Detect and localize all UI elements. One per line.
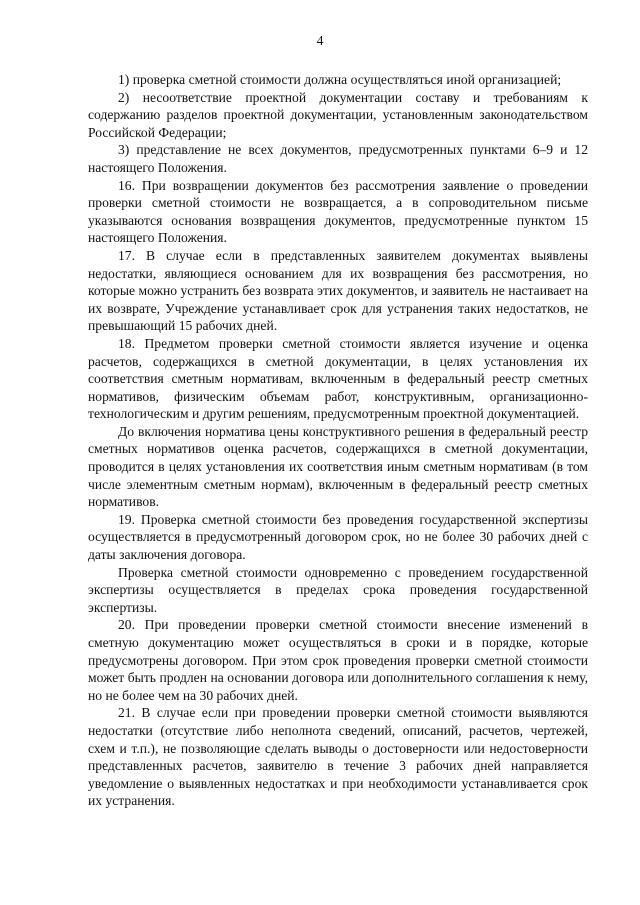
paragraph-item-1: 1) проверка сметной стоимости должна осуществляться иной организацией; (118, 72, 562, 87)
paragraph-18-continued: До включения норматива цены конструктивного решения в федеральный реестр сметных нормативов оценка расчетов, содержащихся в сметной документации, проводится в целях установления их соответствия иным сметным нормативам (в том числе элементным сметным нормам), включенным в федеральный реестр сметных нормативов. (88, 423, 588, 510)
page-number: 4 (316, 33, 324, 48)
paragraph-item-2: 2) несоответствие проектной документации составу и требованиям к содержанию разделов проектной документации, установленным законодательством Российской Федерации; (88, 89, 588, 140)
paragraph-19: 19. Проверка сметной стоимости без проведения государственной экспертизы осуществляется в предусмотренный договором срок, но не более 30 рабочих дней с даты заключения договора. (88, 511, 588, 563)
document-body (88, 71, 588, 810)
paragraph-19-continued: Проверка сметной стоимости одновременно с проведением государственной экспертизы осуществляется в пределах срока проведения государственной экспертизы. (88, 564, 588, 615)
paragraph-21: 21. В случае если при проведении проверки сметной стоимости выявляются недостатки (отсутствие либо неполнота сведений, описаний, расчетов, чертежей, схем и т.п.), не позволяющие сделать выводы о достоверности или недостоверности представленных расчетов, заявителю в течение 3 рабочих дней направляется уведомление о выявленных недостатках и при необходимости устанавливается срок их устранения. (88, 705, 588, 809)
paragraph-18: 18. Предметом проверки сметной стоимости является изучение и оценка расчетов, содержащихся в сметной документации, в целях установления их соответствия сметным нормативам, включенным в федеральный реестр сметных нормативов, физическим объемам работ, конструктивным, организационно-технологическим и другим решениям, предусмотренным проектной документацией. (88, 335, 588, 422)
paragraph-16: 16. При возвращении документов без рассмотрения заявление о проведении проверки сметной стоимости не возвращается, а в сопроводительном письме указываются основания возвращения документов, предусмотренные пунктом 15 настоящего Положения. (88, 177, 588, 246)
paragraph-17: 17. В случае если в представленных заявителем документах выявлены недостатки, являющиеся основанием для их возвращения без рассмотрения, но которые можно устранить без возврата этих документов, и заявитель не настаивает на их возврате, Учреждение устанавливает срок для устранения таких недостатков, не превышающий 15 рабочих дней. (88, 247, 588, 334)
paragraph-item-3: 3) представление не всех документов, предусмотренных пунктами 6–9 и 12 настоящего Положения. (88, 142, 588, 175)
paragraph-20: 20. При проведении проверки сметной стоимости внесение изменений в сметную документацию может осуществляться в сроки и в порядке, которые предусмотрены договором. При этом срок проведения проверки сметной стоимости может быть продлен на основании договора или дополнительного соглашения к нему, но не более чем на 30 рабочих дней. (88, 617, 588, 703)
